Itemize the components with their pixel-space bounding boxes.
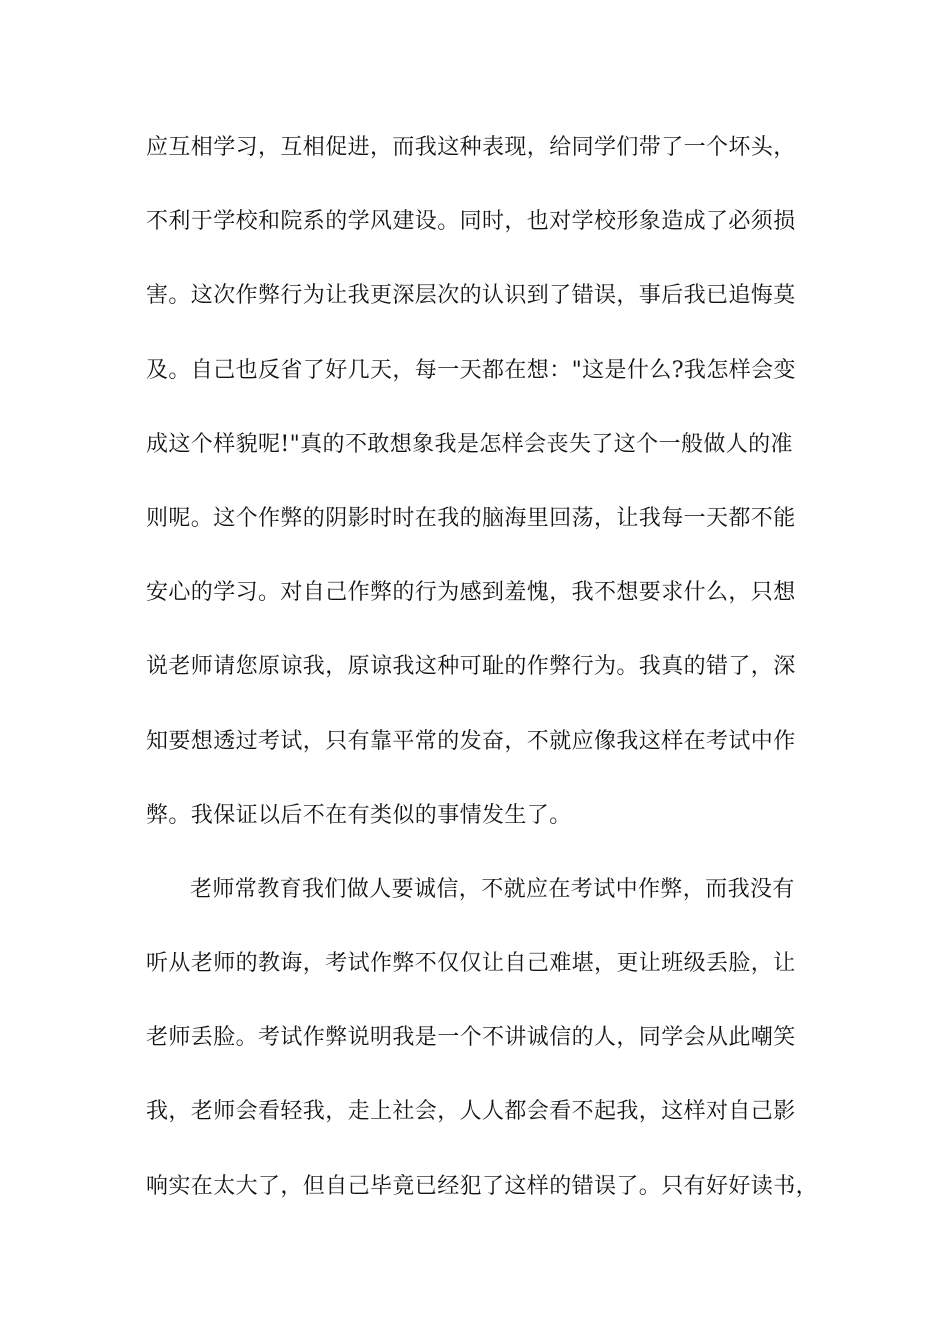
text-line: 老师常教育我们做人要诚信，不就应在考试中作弊，而我没有 [190,876,795,902]
text-line: 听从老师的教诲，考试作弊不仅仅让自己难堪，更让班级丢脸，让 [146,951,796,977]
text-line: 及。自己也反省了好几天，每一天都在想："这是什么?我怎样会变 [146,357,796,383]
text-line: 老师丢脸。考试作弊说明我是一个不讲诚信的人，同学会从此嘲笑 [146,1025,796,1051]
text-line: 弊。我保证以后不在有类似的事情发生了。 [146,802,572,828]
text-line: 响实在太大了，但自己毕竟已经犯了这样的错误了。只有好好读书， [146,1173,819,1199]
text-line: 应互相学习，互相促进，而我这种表现，给同学们带了一个坏头， [146,135,796,160]
paragraph-1 [146,128,826,870]
text-line: 害。这次作弊行为让我更深层次的认识到了错误，事后我已追悔莫 [146,283,796,309]
text-line: 则呢。这个作弊的阴影时时在我的脑海里回荡，让我每一天都不能 [146,505,796,531]
text-line: 安心的学习。对自己作弊的行为感到羞愧，我不想要求什么，只想 [146,580,796,606]
text-line: 说老师请您原谅我，原谅我这种可耻的作弊行为。我真的错了，深 [146,654,796,680]
text-line: 我，老师会看轻我，走上社会，人人都会看不起我，这样对自己影 [146,1099,796,1125]
text-line: 不利于学校和院系的学风建设。同时，也对学校形象造成了必须损 [146,209,796,235]
paragraph-2 [146,870,826,1241]
document-body [146,128,826,1241]
text-line: 知要想透过考试，只有靠平常的发奋，不就应像我这样在考试中作 [146,728,796,754]
text-line: 成这个样貌呢!"真的不敢想象我是怎样会丧失了这个一般做人的准 [146,431,793,457]
